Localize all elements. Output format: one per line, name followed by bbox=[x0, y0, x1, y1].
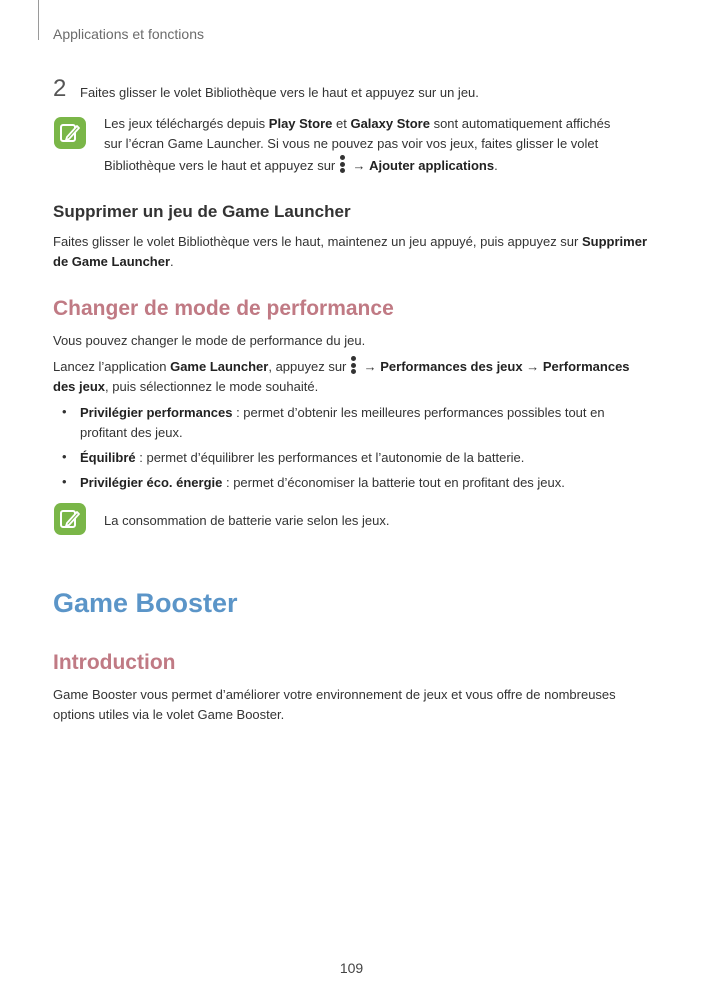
step-number: 2 bbox=[53, 75, 67, 102]
remove-game-text: Faites glisser le volet Bibliothèque vers le haut, maintenez un jeu appuyé, puis appuyez sur Supprimer de Game Launcher. bbox=[53, 234, 647, 269]
page-number: 109 bbox=[339, 960, 364, 976]
header-side-rule bbox=[38, 0, 39, 40]
remove-game-heading: Supprimer un jeu de Game Launcher bbox=[53, 202, 351, 221]
introduction-text: Game Booster vous permet d’améliorer votre environnement de jeux et vous offre de nombreuses options utiles via le volet Game Booster. bbox=[53, 687, 616, 722]
note-battery: La consommation de batterie varie selon les jeux. bbox=[104, 513, 390, 528]
bullet-marker: • bbox=[62, 404, 67, 419]
bullet-marker: • bbox=[62, 474, 67, 489]
bullet-marker: • bbox=[62, 449, 67, 464]
performance-instructions: Lancez l’application Game Launcher, appuyez sur → Performances des jeux → Performances des jeux, puis sélectionnez le mode souhaité. bbox=[53, 355, 633, 397]
bullet-item: Privilégier performances : permet d’obtenir les meilleures performances possibles tout en profitant des jeux. bbox=[80, 405, 605, 440]
step-text: Faites glisser le volet Bibliothèque vers le haut et appuyez sur un jeu. bbox=[80, 85, 479, 100]
header-title: Applications et fonctions bbox=[53, 26, 204, 42]
performance-heading: Changer de mode de performance bbox=[53, 297, 394, 320]
game-booster-title: Game Booster bbox=[53, 588, 238, 618]
note-pencil-icon bbox=[54, 117, 86, 149]
bullet-item: Privilégier éco. énergie : permet d’économiser la batterie tout en profitant des jeux. bbox=[80, 475, 565, 490]
more-options-icon bbox=[351, 355, 357, 375]
bullet-item: Équilibré : permet d’équilibrer les performances et l’autonomie de la batterie. bbox=[80, 450, 525, 465]
note-downloaded-games: Les jeux téléchargés depuis Play Store et Galaxy Store sont automatiquement affichés sur l’écran Game Launcher. Si vous ne pouvez pas voir vos jeux, faites glisser le volet Bibliothèque vers le haut et appuyez sur → Ajouter applications. bbox=[104, 116, 611, 173]
note-pencil-icon bbox=[54, 503, 86, 535]
performance-intro: Vous pouvez changer le mode de performance du jeu. bbox=[53, 333, 366, 348]
introduction-heading: Introduction bbox=[53, 651, 176, 674]
more-options-icon bbox=[340, 154, 346, 174]
